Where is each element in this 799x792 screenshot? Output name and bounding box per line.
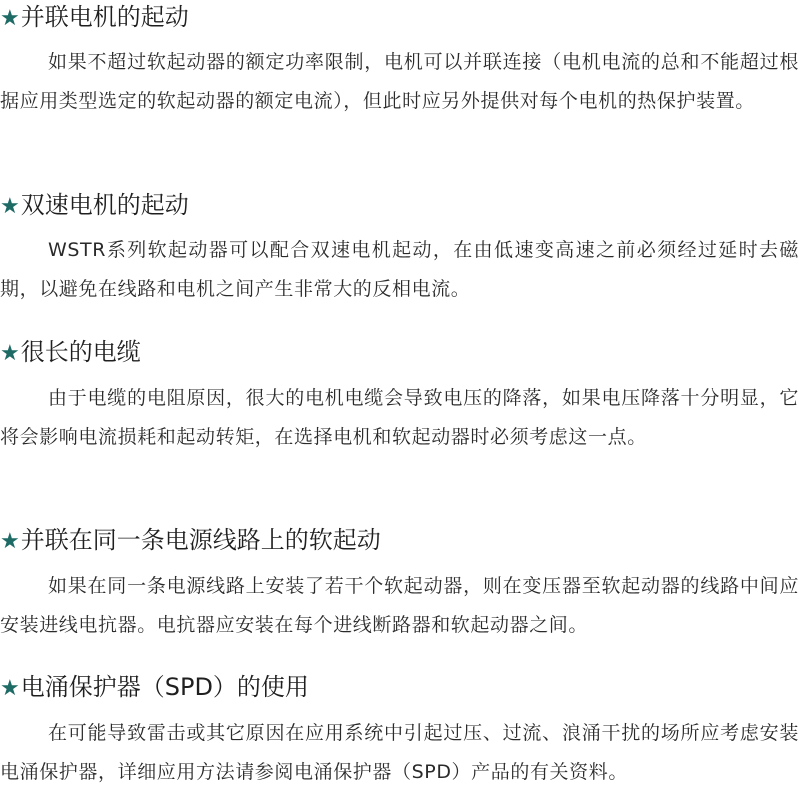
star-icon: ★	[0, 341, 20, 366]
section-title-long-cables	[0, 335, 141, 369]
star-icon: ★	[0, 676, 20, 701]
section-title-parallel-motors	[0, 0, 189, 34]
section-title-text: 并联电机的起动	[20, 3, 189, 31]
star-icon: ★	[0, 6, 20, 31]
section-title-two-speed-motors	[0, 188, 189, 222]
section-title-text: 双速电机的起动	[20, 191, 189, 219]
section-title-text: 并联在同一条电源线路上的软起动	[20, 526, 381, 554]
section-title-same-power-line	[0, 523, 381, 557]
section-body-long-cables: 由于电缆的电阻原因，很大的电机电缆会导致电压的降落，如果电压降落十分明显，它将会影响电流损耗和起动转矩，在选择电机和软起动器时必须考虑这一点。	[0, 387, 799, 448]
section-body-parallel-motors: 如果不超过软起动器的额定功率限制，电机可以并联连接（电机电流的总和不能超过根据应用类型选定的软起动器的额定电流），但此时应另外提供对每个电机的热保护装置。	[0, 51, 799, 112]
section-body-two-speed-motors: WSTR系列软起动器可以配合双速电机起动，在由低速变高速之前必须经过延时去磁期，以避免在线路和电机之间产生非常大的反相电流。	[0, 239, 799, 300]
section-body-spd-usage: 在可能导致雷击或其它原因在应用系统中引起过压、过流、浪涌干扰的场所应考虑安装电涌保护器，详细应用方法请参阅电涌保护器（SPD）产品的有关资料。	[0, 722, 799, 783]
star-icon: ★	[0, 194, 20, 219]
star-icon: ★	[0, 529, 20, 554]
section-title-text: 很长的电缆	[20, 338, 141, 366]
section-title-spd-usage	[0, 670, 309, 704]
section-title-text: 电涌保护器（SPD）的使用	[20, 673, 309, 701]
section-body-same-power-line: 如果在同一条电源线路上安装了若干个软起动器，则在变压器至软起动器的线路中间应安装进线电抗器。电抗器应安装在每个进线断路器和软起动器之间。	[0, 575, 799, 636]
